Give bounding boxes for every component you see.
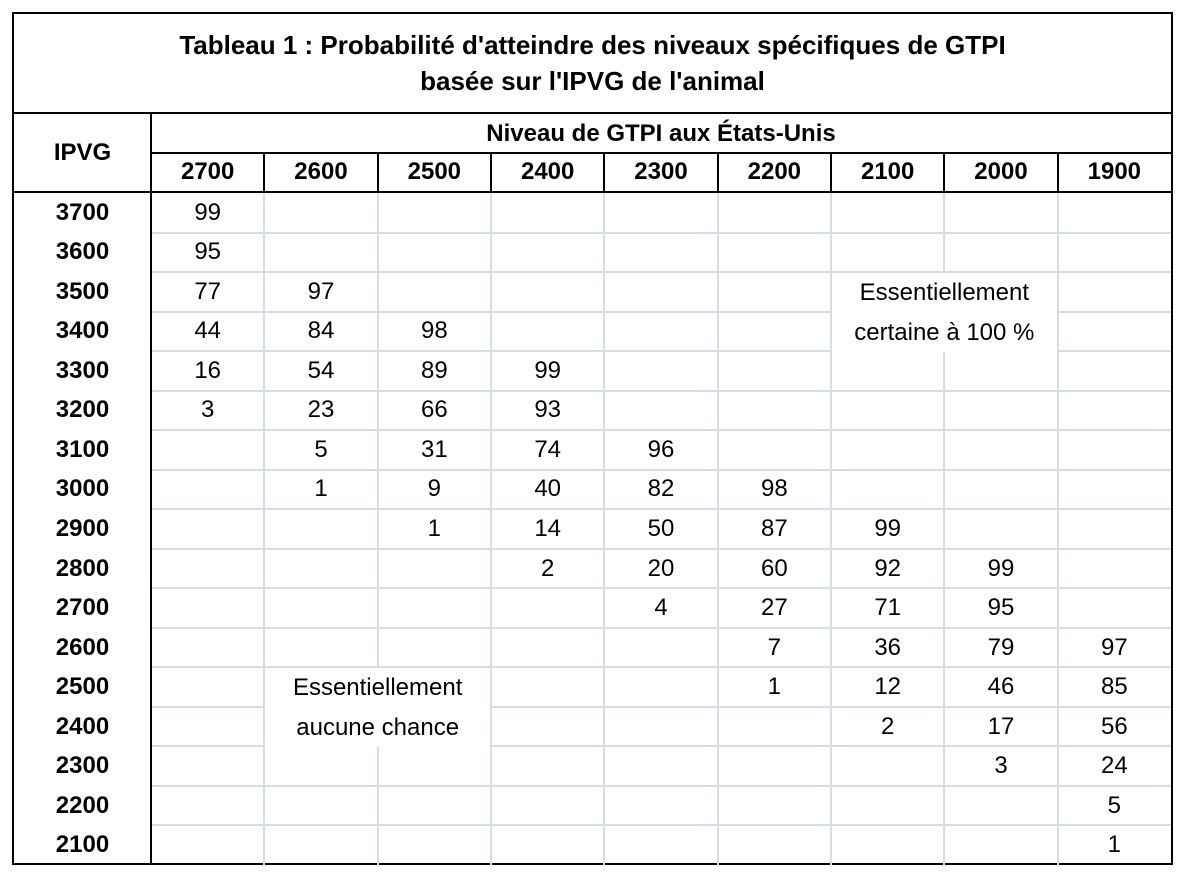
note-essentially-certain	[832, 273, 1057, 352]
ipvg-row-label: 3200	[55, 396, 110, 424]
probability-cell: 54	[307, 356, 335, 384]
probability-cell: 9	[427, 475, 441, 503]
title-line-2: basée sur l'IPVG de l'animal	[420, 66, 765, 96]
ipvg-row-label: 2200	[55, 791, 110, 819]
probability-cell: 14	[534, 514, 562, 542]
ipvg-row-label: 2700	[55, 594, 110, 622]
column-header: 1900	[1087, 158, 1142, 185]
probability-cell: 96	[647, 435, 675, 463]
probability-cell: 2	[540, 554, 555, 582]
ipvg-row-label: 2100	[55, 831, 110, 859]
title-line-1: Tableau 1 : Probabilité d'atteindre des niveaux spécifiques de GTPI	[179, 30, 1006, 60]
probability-cell: 77	[194, 277, 222, 305]
ipvg-row-label: 3300	[55, 356, 110, 384]
probability-cell: 99	[874, 514, 902, 542]
ipvg-row-label: 3400	[55, 317, 110, 345]
probability-cell: 23	[307, 396, 335, 424]
probability-cell: 60	[760, 554, 788, 582]
probability-cell: 56	[1100, 712, 1128, 740]
probability-cell: 2	[880, 712, 895, 740]
ipvg-row-label: 2800	[55, 554, 110, 582]
probability-cell: 92	[874, 554, 902, 582]
probability-cell: 5	[1107, 791, 1121, 819]
ipvg-row-label: 3500	[55, 277, 110, 305]
probability-cell: 97	[1100, 633, 1128, 661]
probability-table	[14, 114, 1171, 865]
note-essentially-certain-line-2: certaine à 100 %	[854, 318, 1035, 346]
probability-cell: 50	[647, 514, 675, 542]
probability-cell: 1	[1107, 831, 1121, 859]
column-header: 2000	[974, 158, 1028, 185]
ipvg-row-label: 2900	[55, 514, 110, 542]
ipvg-row-label: 3100	[55, 435, 110, 463]
probability-cell: 4	[654, 594, 668, 622]
probability-cell: 98	[420, 317, 448, 345]
probability-cell: 85	[1100, 673, 1128, 701]
ipvg-row-label: 2300	[55, 752, 110, 780]
probability-cell: 82	[647, 475, 675, 503]
ipvg-row-label: 2500	[55, 673, 110, 701]
probability-cell: 95	[987, 594, 1015, 622]
probability-cell: 98	[760, 475, 788, 503]
probability-cell: 46	[987, 673, 1015, 701]
ipvg-row-label: 3600	[55, 238, 110, 266]
ipvg-row-label: 3000	[55, 475, 110, 503]
column-header: 2700	[180, 158, 235, 185]
probability-cell: 5	[314, 435, 328, 463]
column-header: 2300	[634, 158, 688, 185]
probability-cell: 7	[767, 633, 781, 661]
probability-cell: 44	[194, 317, 222, 345]
row-header-label: IPVG	[53, 138, 112, 166]
column-header: 2600	[294, 158, 348, 185]
group-header: Niveau de GTPI aux États-Unis	[486, 119, 836, 147]
probability-cell: 40	[534, 475, 562, 503]
probability-cell: 24	[1100, 752, 1128, 780]
probability-cell: 74	[534, 435, 562, 463]
note-essentially-none-line-1: Essentiellement	[292, 674, 463, 702]
probability-cell: 12	[874, 673, 902, 701]
probability-cell: 20	[647, 554, 675, 582]
probability-cell: 95	[194, 238, 222, 266]
probability-cell: 1	[767, 673, 781, 701]
probability-cell: 17	[987, 712, 1015, 740]
probability-cell: 36	[874, 633, 902, 661]
probability-cell: 3	[200, 396, 215, 424]
probability-cell: 31	[420, 435, 448, 463]
probability-cell: 99	[194, 198, 222, 226]
probability-cell: 16	[194, 356, 222, 384]
probability-cell: 97	[307, 277, 335, 305]
probability-cell: 87	[760, 514, 788, 542]
probability-cell: 27	[760, 594, 788, 622]
probability-cell: 71	[874, 594, 902, 622]
column-header: 2100	[860, 158, 915, 185]
probability-cell: 93	[534, 396, 562, 424]
probability-cell: 79	[987, 633, 1015, 661]
column-header: 2400	[520, 158, 575, 185]
ipvg-row-label: 2400	[55, 712, 110, 740]
table-frame	[12, 12, 1173, 865]
row-gridline	[151, 232, 1171, 234]
ipvg-row-label: 2600	[55, 633, 110, 661]
column-header: 2200	[747, 158, 802, 185]
ipvg-row-label: 3700	[55, 198, 110, 226]
note-essentially-none-line-2: aucune chance	[296, 713, 460, 741]
table-title	[14, 14, 1171, 114]
probability-cell: 89	[420, 356, 448, 384]
column-header: 2500	[407, 158, 462, 185]
probability-cell: 1	[427, 514, 441, 542]
probability-cell: 66	[420, 396, 448, 424]
note-essentially-none	[265, 668, 490, 747]
probability-cell: 99	[987, 554, 1015, 582]
note-essentially-certain-line-1: Essentiellement	[859, 279, 1030, 307]
probability-cell: 84	[307, 317, 335, 345]
probability-cell: 99	[534, 356, 562, 384]
row-gridline	[151, 824, 1171, 826]
probability-cell: 1	[314, 475, 328, 503]
probability-cell: 3	[994, 752, 1008, 780]
